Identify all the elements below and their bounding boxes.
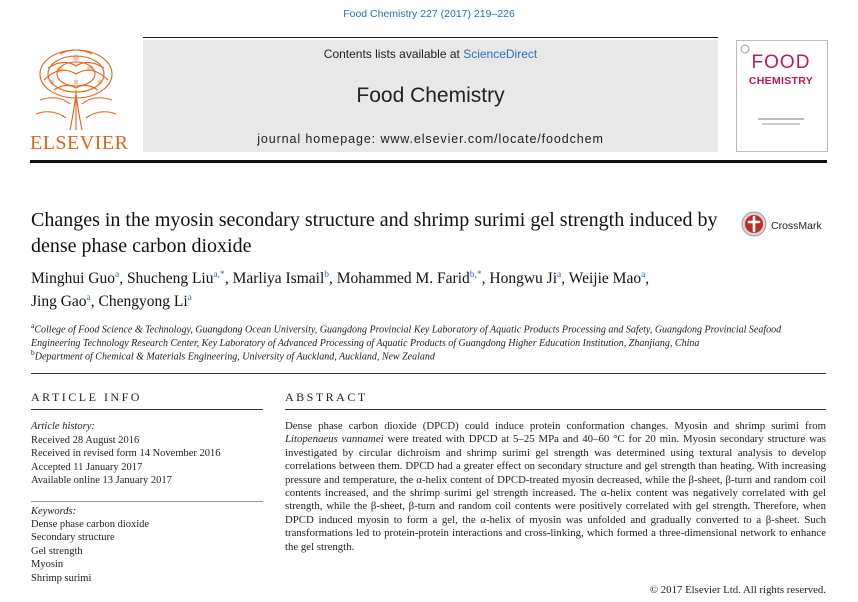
keywords-label: Keywords:: [31, 506, 77, 517]
abstract-text-rest: were treated with DPCD at 5–25 MPa and 40–60 °C for 20 min. Myosin secondary structure was investigated by circular dichroism and shrimp surimi gel strength was determined using textural analysis to develop correlations between them. DPCD had a greater effect on secondary structure and gel strength than heating. With increasing pressure and temperature, the α-helix content of DPCD-treated myosin decreased, while the β-sheet, β-turn and random coil contents increased, and the shrimp surimi gel strength increased. The α-helix content was negatively correlated with gel strength, while the β-sheet, β-turn and random coil contents were positively correlated with gel strength. Therefore, when DPCD induced myosin to form a gel, the α-helix of myosin was unfolded and gradually converted to a β-sheet. Such transformations led to protein-protein interactions and cross-linking, which formed a three-dimensional network to enhance the gel strength.: [285, 433, 826, 553]
author-name[interactable]: Minghui Guo: [31, 270, 115, 287]
crossmark-icon[interactable]: [741, 211, 767, 237]
header-bottom-rule: [30, 160, 827, 163]
contents-prefix: Contents lists available at: [323, 47, 464, 61]
keyword-item: Gel strength: [31, 546, 83, 557]
affiliation-marker: b: [31, 348, 35, 357]
keyword-item: Dense phase carbon dioxide: [31, 519, 150, 530]
author-affiliation-marker[interactable]: a: [641, 269, 646, 280]
author-affiliation-marker[interactable]: b,*: [469, 269, 482, 280]
elsevier-tree-logo-icon: [30, 44, 122, 132]
article-info-rule: [31, 409, 263, 410]
abstract-heading: ABSTRACT: [285, 390, 368, 404]
abstract-rule: [285, 409, 826, 410]
journal-homepage: [143, 132, 718, 146]
article-title: Changes in the myosin secondary structure and shrimp surimi gel strength induced by dense phase carbon dioxide: [31, 209, 718, 257]
journal-reference-link[interactable]: Food Chemistry 227 (2017) 219–226: [343, 8, 515, 20]
species-name: Litopenaeus vannamei: [285, 433, 384, 446]
author-affiliation-marker[interactable]: a: [557, 269, 562, 280]
affiliation: [31, 346, 826, 364]
author-affiliation-marker[interactable]: a: [114, 269, 120, 280]
author-name[interactable]: Marliya Ismail: [232, 270, 325, 287]
homepage-prefix: journal homepage:: [257, 132, 381, 146]
history-accepted: Accepted 11 January 2017: [31, 462, 143, 473]
affiliation-text: College of Food Science & Technology, Guangdong Ocean University, Guangdong Provincial Key Laboratory of Aquatic Products Processing and Safety, Guangdong Provincial Seafood Engineering Technology Research Center, Key Laboratory of Advanced Processing of Aquatic Products of Guangdong Higher Education Institution, Zhanjiang, China: [31, 324, 782, 350]
sciencedirect-link[interactable]: ScienceDirect: [463, 47, 538, 61]
abstract-paragraph: [285, 420, 826, 554]
cover-text-line: [762, 123, 800, 125]
cover-emblem-icon: [740, 44, 750, 54]
author-affiliation-marker[interactable]: a: [86, 292, 91, 303]
author-name[interactable]: Chengyong Li: [98, 293, 188, 310]
elsevier-wordmark: ELSEVIER: [30, 132, 129, 154]
history-revised: Received in revised form 14 November 2016: [31, 448, 221, 459]
author-affiliation-marker[interactable]: a,*: [213, 269, 225, 280]
author-name[interactable]: Jing Gao: [31, 293, 87, 310]
contents-line: [143, 47, 718, 61]
cover-text-line: [758, 118, 804, 120]
keyword-item: Myosin: [31, 559, 64, 570]
abstract-body: [285, 420, 826, 554]
cover-title-chemistry: CHEMISTRY: [748, 75, 814, 87]
crossmark-label[interactable]: CrossMark: [771, 220, 822, 232]
author-name[interactable]: Hongwu Ji: [489, 270, 558, 287]
keywords-rule: [31, 501, 263, 502]
history-online: Available online 13 January 2017: [31, 475, 172, 486]
author-name[interactable]: Weijie Mao: [568, 270, 642, 287]
keyword-item: Shrimp surimi: [31, 573, 92, 584]
cover-title-food: FOOD: [751, 52, 811, 73]
copyright-notice: © 2017 Elsevier Ltd. All rights reserved.: [649, 584, 826, 596]
history-received: Received 28 August 2016: [31, 435, 140, 446]
keyword-item: Secondary structure: [31, 532, 115, 543]
affiliation-text: Department of Chemical & Materials Engineering, University of Auckland, Auckland, New Zealand: [34, 351, 435, 363]
history-label: Article history:: [31, 421, 95, 432]
author-name[interactable]: Shucheng Liu: [126, 270, 214, 287]
affiliation-marker: a: [31, 321, 35, 330]
journal-title: Food Chemistry: [356, 84, 505, 107]
author-affiliation-marker[interactable]: a: [187, 292, 192, 303]
homepage-link[interactable]: www.elsevier.com/locate/foodchem: [380, 132, 604, 146]
author-name[interactable]: Mohammed M. Farid: [336, 270, 470, 287]
author-list: Minghui Guo$^a$, Shucheng Liu$^{a,*}$, Marliya Ismail$^b$, Mohammed M. Farid$^{b,*}$, Hongwu Ji$^a$, Weijie Mao$^a$, Jing Gao$^a$, Chengyong Li$^a$: [31, 269, 650, 310]
author-affiliation-marker[interactable]: b: [324, 269, 329, 280]
section-divider: [31, 373, 826, 374]
header-top-rule: [143, 37, 718, 38]
abstract-text-start: Dense phase carbon dioxide (DPCD) could induce protein conformation changes. Myosin and shrimp surimi from: [285, 420, 826, 432]
article-info-heading: ARTICLE INFO: [31, 390, 142, 404]
